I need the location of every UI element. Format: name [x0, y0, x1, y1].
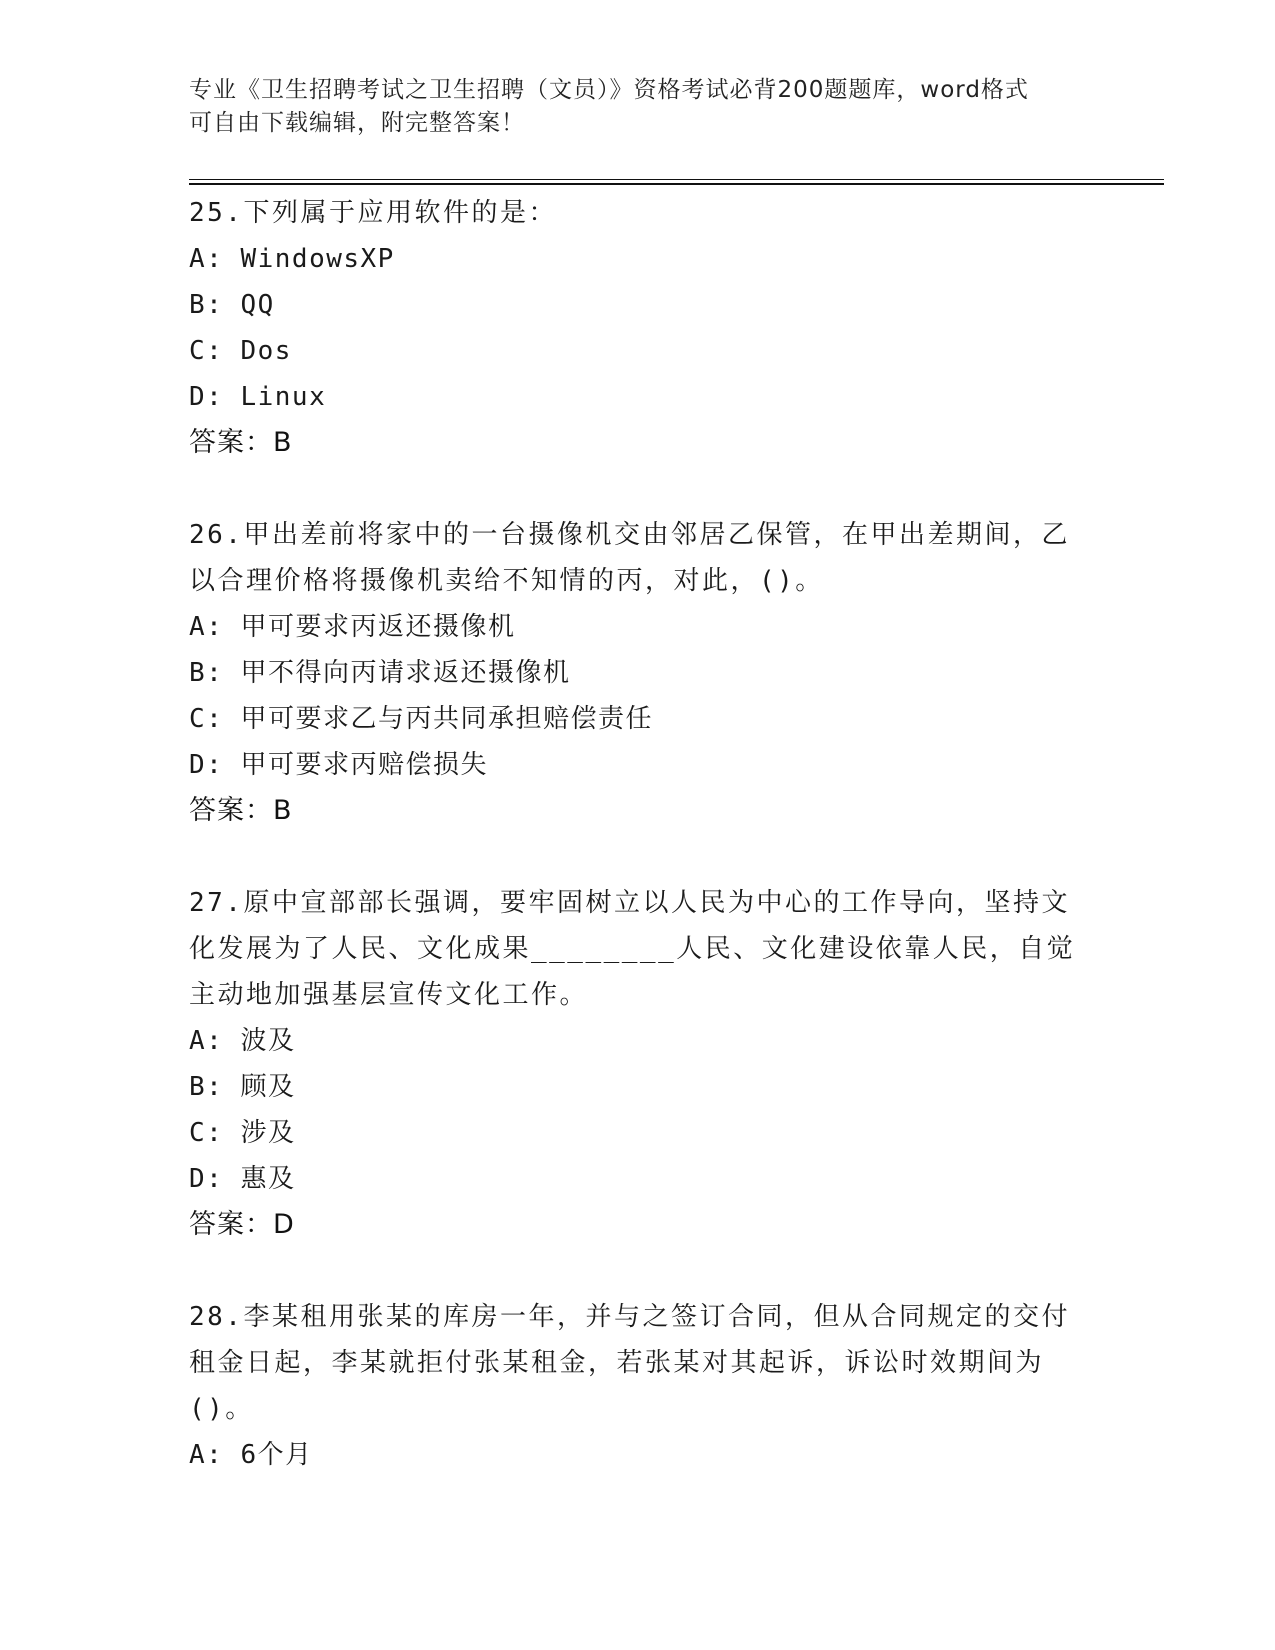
question-stem-line-2: 租金日起，李某就拒付张某租金，若张某对其起诉，诉讼时效期间为	[189, 1348, 1045, 1378]
question-27	[189, 880, 1089, 1248]
question-stem-line-2: 化发展为了人民、文化成果________人民、文化建设依靠人民，自觉	[189, 934, 1076, 964]
option-a: A: 波及	[189, 1026, 296, 1056]
question-stem-line-1: 26.甲出差前将家中的一台摄像机交由邻居乙保管，在甲出差期间，乙	[189, 520, 1070, 550]
question-stem-line-2: 以合理价格将摄像机卖给不知情的丙，对此，()。	[189, 566, 824, 596]
header-line-2: 可自由下载编辑，附完整答案！	[189, 110, 525, 136]
option-a: A: 6个月	[189, 1440, 313, 1470]
answer: 答案：D	[189, 1209, 295, 1240]
header-divider-thin	[189, 179, 1164, 180]
option-b: B: 甲不得向丙请求返还摄像机	[189, 658, 571, 688]
question-26	[189, 512, 1089, 834]
document-header	[189, 74, 1089, 140]
header-line-1: 专业《卫生招聘考试之卫生招聘（文员）》资格考试必背200题题库，word格式	[189, 77, 1029, 103]
answer: 答案：B	[189, 427, 293, 458]
option-c: C: 甲可要求乙与丙共同承担赔偿责任	[189, 704, 653, 734]
option-d: D: 甲可要求丙赔偿损失	[189, 750, 488, 780]
question-stem-line-1: 28.李某租用张某的库房一年，并与之签订合同，但从合同规定的交付	[189, 1302, 1070, 1332]
option-a: A: 甲可要求丙返还摄像机	[189, 612, 516, 642]
option-c: C: Dos	[189, 336, 292, 366]
option-b: B: 顾及	[189, 1072, 296, 1102]
option-b: B: QQ	[189, 290, 275, 320]
question-list	[189, 190, 1089, 1524]
question-stem-line-3: 主动地加强基层宣传文化工作。	[189, 980, 589, 1010]
answer: 答案：B	[189, 795, 293, 826]
question-25	[189, 190, 1089, 466]
question-stem-line-1: 27.原中宣部部长强调，要牢固树立以人民为中心的工作导向，坚持文	[189, 888, 1070, 918]
question-28	[189, 1294, 1089, 1478]
question-stem: 25.下列属于应用软件的是：	[189, 198, 557, 228]
option-c: C: 涉及	[189, 1118, 296, 1148]
option-d: D: 惠及	[189, 1164, 296, 1194]
question-stem-line-3: ()。	[189, 1394, 254, 1424]
option-d: D: Linux	[189, 382, 327, 412]
header-divider-thick	[189, 183, 1164, 185]
option-a: A: WindowsXP	[189, 244, 395, 274]
